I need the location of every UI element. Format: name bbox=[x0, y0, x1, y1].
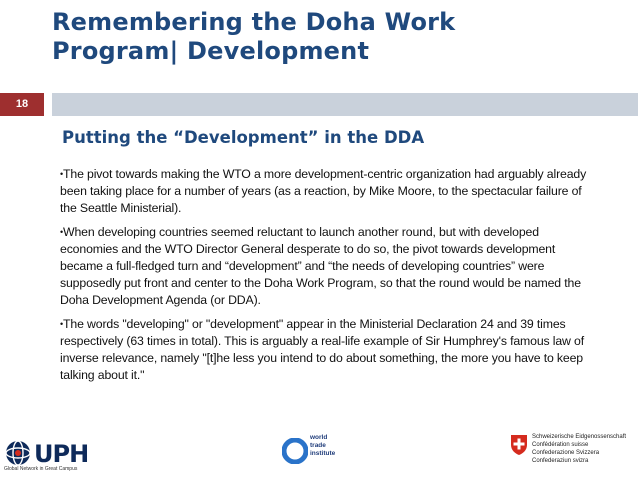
slide-title-line-1: Remembering the Doha Work bbox=[52, 8, 456, 36]
swiss-line-2: Confédération suisse bbox=[532, 442, 589, 448]
wti-line-3: institute bbox=[310, 450, 336, 457]
bullet-text: The pivot towards making the WTO a more development-centric organization had arguably already been taking place for a number of years (as a reaction, by Mike Moore, to the spectacular failure of the Seattle Ministerial). bbox=[60, 167, 587, 216]
slide-title bbox=[52, 8, 612, 66]
slide-number: 18 bbox=[0, 93, 44, 116]
swiss-line-1: Schweizerische Eidgenossenschaft bbox=[532, 434, 627, 440]
bullet-text: When developing countries seemed reluctant to launch another round, but with developed economies and the WTO Director General desperate to do so, the pivot towards development became a full-fledged turn and “development” and “the needs of developing countries” were supposedly put front and center to the Doha Work Program, so that the round would be named the Doha Development Agenda (or DDA). bbox=[60, 224, 581, 308]
title-rule-bar bbox=[52, 93, 638, 116]
bullet-icon: • bbox=[60, 169, 64, 179]
wti-line-2: trade bbox=[310, 442, 326, 449]
swiss-line-3: Confederazione Svizzera bbox=[532, 450, 600, 456]
bullet-icon: • bbox=[60, 226, 64, 237]
bullet-icon: • bbox=[60, 318, 64, 329]
swiss-confederation-logo bbox=[508, 432, 636, 472]
swiss-cross-shield-icon bbox=[510, 434, 528, 456]
uph-wordmark: UPH bbox=[34, 440, 89, 468]
uph-logo bbox=[4, 440, 114, 476]
wti-ring-icon bbox=[282, 438, 308, 464]
wti-logo bbox=[282, 434, 372, 470]
slide-title-line-2: Program| Development bbox=[52, 37, 370, 65]
bullet-item bbox=[60, 166, 600, 218]
slide-body bbox=[60, 166, 600, 390]
swiss-wordmark bbox=[532, 433, 626, 465]
bullet-text: The words "developing" or "development" appear in the Ministerial Declaration 24 and 39 times respectively (63 times in total). This is arguably a real-life example of Sir Humphrey's famous law of inverse relevance, namely "[t]he less you intend to do about something, the more you have to keep talking about it." bbox=[60, 316, 584, 383]
wti-wordmark bbox=[310, 434, 335, 458]
wti-line-1: world bbox=[310, 434, 328, 441]
uph-emblem-icon bbox=[4, 440, 32, 466]
uph-tagline: Global Network in Great Campus bbox=[4, 466, 78, 472]
bullet-item bbox=[60, 316, 600, 385]
bullet-item bbox=[60, 224, 600, 310]
swiss-line-4: Confederaziun svizra bbox=[532, 458, 589, 464]
slide-subtitle: Putting the “Development” in the DDA bbox=[62, 128, 425, 147]
